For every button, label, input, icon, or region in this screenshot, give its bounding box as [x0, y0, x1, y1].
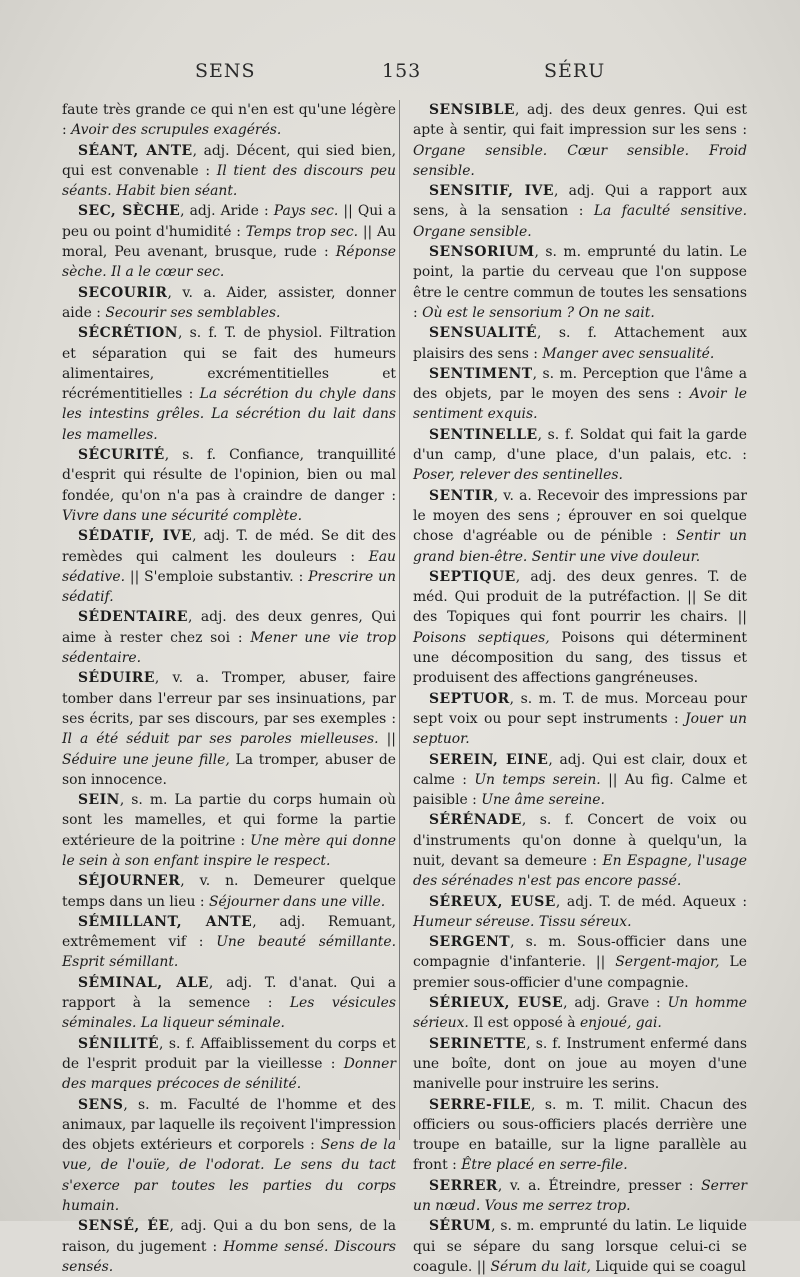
dictionary-entry	[62, 201, 396, 282]
entry-text: Concert de voix ou d'instruments qu'on donne à quelqu'un, la nuit, devant sa demeure :	[413, 812, 748, 869]
entry-example: Une mère qui donne le sein à son enfant inspire le respect.	[62, 832, 396, 869]
entry-headword: SÉRIEUX, EUSE	[429, 995, 564, 1012]
entry-example: Humeur séreuse. Tissu séreux.	[413, 913, 632, 930]
entry-text: emprunté du latin. Le point, la partie du cerveau que l'on suppose être le centre commun de toutes les sensations :	[413, 244, 747, 321]
entry-text: Tromper, abuser, faire tomber dans l'erreur par ses insinuations, par ses écrits, par ses discours, par ses exemples :	[62, 670, 396, 727]
entry-example: Sentir un grand bien-être. Sentir une vive douleur.	[413, 528, 748, 565]
entry-text: T. de méd. Se dit des remèdes qui calment les douleurs :	[62, 528, 396, 565]
entry-headword: SÉDUIRE	[78, 670, 155, 687]
entry-example: enjoué, gai.	[579, 1015, 662, 1032]
entry-headword: SEREIN, EINE	[429, 751, 549, 768]
entry-headword: SENSIBLE	[429, 102, 515, 118]
entry-text: || Qui a peu ou point d'humidité :	[62, 203, 396, 240]
entry-text: Qui a rapport aux sens, à la sensation :	[413, 183, 747, 220]
entry-text: La tromper, abuser de son innocence.	[62, 751, 396, 788]
entry-example: Mener une vie trop sédentaire.	[62, 629, 396, 667]
entry-pos: , adj.	[515, 568, 557, 585]
left-column	[62, 100, 396, 1277]
entry-example: Séduire une jeune fille,	[62, 751, 230, 768]
dictionary-entry	[413, 425, 747, 486]
entry-example: Une beauté sémillante. Esprit sémillant.	[62, 934, 397, 971]
entry-example: Être placé en serre-file.	[461, 1157, 628, 1174]
entry-headword: SÉNILITÉ	[78, 1035, 160, 1052]
entry-headword: SERINETTE	[429, 1035, 527, 1052]
entry-example: Un temps serein.	[474, 771, 601, 788]
entry-headword: SÉMILLANT, ANTE	[78, 913, 253, 930]
entry-text: Qui a du bon sens, de la raison, du jugement :	[62, 1218, 396, 1255]
entry-example: Donner des marques précoces de sénilité.	[62, 1055, 396, 1093]
entry-headword: SÉREUX, EUSE	[429, 893, 556, 910]
entry-headword: SÉDATIF, IVE	[78, 528, 193, 545]
entry-headword: SÉCURITÉ	[78, 447, 165, 464]
entry-text: Qui est clair, doux et calme :	[413, 751, 747, 788]
entry-example: Serrer un nœud. Vous me serrez trop.	[413, 1177, 747, 1215]
entry-headword: SÉANT, ANTE	[78, 142, 193, 159]
entry-example: Sens de la vue, de l'ouïe, de l'odorat. Le sens du tact s'exerce par toutes les parties du corps humain.	[62, 1137, 396, 1215]
entry-pos: , adj.	[192, 528, 230, 545]
entry-pos: , s. f.	[526, 1035, 562, 1052]
entry-example: Il a été séduit par ses paroles mielleuses.	[62, 731, 379, 748]
dictionary-entry	[413, 932, 747, 993]
dictionary-entry	[413, 689, 747, 750]
dictionary-entry	[62, 912, 396, 973]
entry-text: || Au moral, Peu avenant, brusque, rude :	[62, 223, 396, 261]
entry-example: La faculté sensitive. Organe sensible.	[413, 203, 748, 240]
entry-example: En Espagne, l'usage des sérénades n'est pas encore passé.	[413, 852, 747, 890]
entry-pos: , adj.	[192, 142, 230, 159]
entry-text: Soldat qui fait la garde d'un camp, d'une place, d'un palais, etc. :	[413, 426, 747, 464]
entry-example: Sérum du lait,	[490, 1258, 591, 1275]
entry-headword: SÉMINAL, ALE	[78, 974, 209, 991]
dictionary-entry	[62, 1216, 396, 1277]
entry-headword: SENSUALITÉ	[429, 325, 537, 342]
entry-pos: , v. a.	[497, 1177, 541, 1194]
dictionary-entry	[62, 607, 396, 668]
dictionary-entry	[413, 750, 747, 811]
entry-headword: SÉJOURNER	[78, 873, 181, 890]
running-head-left: SENS	[195, 60, 256, 82]
entry-headword: SÉDENTAIRE	[78, 609, 188, 626]
entry-example: Jouer un septuor.	[413, 710, 747, 748]
entry-pos: , s. f.	[537, 325, 597, 342]
dictionary-entry	[62, 668, 396, 790]
entry-headword: SÉRUM	[429, 1218, 492, 1235]
entry-text: Perception que l'âme a des objets, par le moyen des sens :	[413, 365, 747, 403]
entry-headword: SENSITIF, IVE	[429, 183, 555, 200]
entry-headword: SERRE-FILE	[429, 1096, 532, 1113]
entry-text: Aider, assister, donner aide :	[62, 284, 397, 321]
entry-text: || Au fig. Calme et paisible :	[413, 771, 747, 809]
entry-headword: SEPTIQUE	[429, 568, 516, 585]
page-number: 153	[382, 60, 422, 82]
dictionary-entry	[413, 1176, 747, 1217]
entry-text: ||	[378, 731, 396, 748]
dictionary-entry	[413, 567, 747, 689]
entry-headword: SEIN	[78, 792, 120, 809]
entry-example: Les vésicules séminales. La liqueur séminale.	[62, 995, 396, 1032]
entry-pos: , v. a.	[154, 670, 209, 687]
entry-text: T. milit. Chacun des officiers ou sous-officiers placés derrière une troupe en bataille, sur la ligne parallèle au front :	[413, 1096, 747, 1174]
entry-example: Pays sec.	[273, 203, 339, 220]
entry-pos: , s. f.	[159, 1035, 196, 1052]
entry-headword: SÉRÉNADE	[429, 812, 522, 829]
entry-text: Grave :	[600, 995, 668, 1012]
dictionary-entry	[62, 141, 396, 202]
entry-pos: , s. f.	[177, 325, 218, 342]
dictionary-entry	[413, 1095, 747, 1176]
running-head-right: SÉRU	[544, 60, 606, 82]
dictionary-entry	[62, 973, 396, 1034]
entry-text: Aride :	[215, 203, 274, 220]
entry-pos: , s. m.	[491, 1218, 535, 1235]
entry-headword: SENTINELLE	[429, 426, 538, 443]
entry-example: Sergent-major,	[615, 954, 720, 971]
dictionary-entry	[62, 445, 396, 526]
dictionary-entry	[413, 364, 747, 425]
entry-example: Un homme sérieux.	[413, 995, 747, 1032]
entry-pos: , adj.	[208, 974, 252, 991]
entry-pos: , v. n.	[180, 873, 239, 890]
entry-pos: , s. m.	[532, 365, 578, 382]
entry-pos: , s. m.	[509, 690, 557, 707]
entry-text: des deux genres. T. de méd. Qui produit de la putréfaction. || Se dit des Topiques qui font pourrir les chairs. ||	[413, 568, 747, 626]
entry-text: Demeurer quelque temps dans un lieu :	[62, 873, 396, 910]
entry-text: Attachement aux plaisirs des sens :	[413, 325, 747, 362]
entry-headword: SECOURIR	[78, 284, 168, 301]
entry-text: || S'emploie substantiv. :	[125, 568, 309, 585]
entry-headword: SENS	[78, 1096, 124, 1113]
entry-text: T. de physiol. Filtration et séparation qui se fait des humeurs alimentaires, excrémentitielles et récrémentitielles :	[62, 325, 397, 403]
entry-text: Instrument enfermé dans une boîte, dont on joue au moyen d'une manivelle pour instruire les serins.	[413, 1035, 747, 1093]
dictionary-entry	[413, 892, 747, 933]
entry-example: Une âme sereine.	[481, 792, 605, 809]
entry-pos: , adj.	[548, 751, 586, 768]
dictionary-entry	[413, 181, 747, 242]
dictionary-entry	[62, 790, 396, 871]
entry-text: T. d'anat. Qui a rapport à la semence :	[62, 974, 397, 1012]
entry-example: Il tient des discours peu séants. Habit bien séant.	[62, 162, 397, 200]
dictionary-entry	[413, 242, 747, 323]
entry-text: Étreindre, presser :	[540, 1177, 702, 1194]
entry-text: Affaiblissement du corps et de l'esprit produit par la vieillesse :	[62, 1035, 396, 1072]
entry-text: Poisons qui déterminent une décomposition du sang, des tissus et produisent des affections gangréneuses.	[413, 629, 747, 687]
entry-headword: SENSORIUM	[429, 244, 535, 261]
entry-pos: , adj.	[554, 183, 595, 200]
entry-text: Recevoir des impressions par le moyen des sens ; éprouver en soi quelque chose d'agréable ou de pénible :	[413, 487, 747, 545]
entry-pos: , adj.	[169, 1218, 207, 1235]
entry-headword: SERGENT	[429, 934, 511, 951]
entry-text: Faculté de l'homme et des animaux, par laquelle ils reçoivent l'impression des objets extérieurs et corporels :	[62, 1096, 396, 1154]
dictionary-entry	[413, 810, 747, 891]
entry-pos: , s. m.	[123, 1096, 178, 1113]
entry-example: Poisons septiques,	[413, 629, 550, 646]
entry-text: La partie du corps humain où sont les mamelles, et qui forme la partie extérieure de la poitrine :	[62, 792, 396, 849]
dictionary-entry	[413, 323, 747, 364]
entry-text: Sous-officier dans une compagnie d'infanterie. ||	[413, 934, 747, 971]
entry-example: Prescrire un sédatif.	[62, 568, 396, 606]
entry-pos: , adj.	[563, 995, 601, 1012]
entry-example: Poser, relever des sentinelles.	[413, 467, 623, 484]
entry-text: Remuant, extrêmement vif :	[62, 913, 396, 951]
dictionary-entry	[62, 283, 396, 324]
entry-text: Décent, qui sied bien, qui est convenable :	[62, 142, 396, 179]
entry-pos: , v. a.	[493, 487, 532, 504]
entry-example: Temps trop sec.	[245, 223, 359, 240]
entry-example: Homme sensé. Discours sensés.	[62, 1238, 397, 1275]
entry-example: Secourir ses semblables.	[105, 304, 281, 321]
entry-example: Eau sédative.	[62, 548, 396, 585]
dictionary-entry	[62, 871, 396, 912]
entry-example: Avoir des scrupules exagérés.	[71, 122, 282, 139]
dictionary-entry	[62, 323, 396, 445]
entry-example: Organe sensible. Cœur sensible. Froid sensible.	[413, 142, 747, 179]
dictionary-entry	[413, 486, 747, 567]
entry-text: T. de mus. Morceau pour sept voix ou pour sept instruments :	[413, 690, 747, 727]
entry-example: Où est le sensorium ? On ne sait.	[422, 304, 655, 321]
right-column	[413, 100, 747, 1277]
entry-text: faute très grande ce qui n'en est qu'une légère :	[62, 102, 396, 139]
entry-headword: SENSÉ, ÉE	[78, 1218, 170, 1235]
entry-pos: , s. m.	[119, 792, 168, 809]
entry-pos: , adj.	[180, 203, 216, 220]
entry-pos: , s. f.	[164, 447, 217, 464]
entry-text: emprunté du latin. Le liquide qui se sépare du sang lorsque celui-ci se coagule. ||	[413, 1218, 747, 1275]
entry-example: Vivre dans une sécurité complète.	[62, 507, 303, 524]
entry-pos: , adj.	[187, 609, 227, 626]
entry-text: Il est opposé à	[468, 1015, 580, 1032]
entry-headword: SERRER	[429, 1177, 498, 1194]
entry-pos: , s. m.	[531, 1096, 584, 1113]
entry-example: Manger avec sensualité.	[542, 345, 715, 362]
entry-text: Confiance, tranquillité d'esprit qui résulte de l'opinion, bien ou mal fondée, qu'on n'a pas à craindre de danger :	[62, 447, 396, 504]
column-divider	[399, 100, 400, 1140]
dictionary-entry	[62, 100, 396, 141]
entry-text: Le premier sous-officier d'une compagnie.	[413, 954, 747, 991]
entry-pos: , v. a.	[167, 284, 217, 301]
dictionary-entry	[62, 1095, 396, 1217]
entry-headword: SENTIMENT	[429, 365, 533, 382]
entry-headword: SEC, SÈCHE	[78, 203, 181, 220]
entry-text: T. de méd. Aqueux :	[592, 893, 747, 910]
entry-text: Liquide qui se coagul	[590, 1258, 746, 1275]
entry-text: des deux genres. Qui est apte à sentir, qui fait impression sur les sens :	[413, 102, 747, 139]
entry-pos: , s. m.	[534, 244, 582, 261]
dictionary-entry	[413, 1216, 747, 1277]
entry-text: des deux genres, Qui aime à rester chez soi :	[62, 609, 396, 646]
entry-example: Avoir le sentiment exquis.	[413, 386, 748, 423]
entry-pos: , s. f.	[521, 812, 574, 829]
dictionary-entry	[62, 526, 396, 607]
dictionary-entry	[413, 1034, 747, 1095]
entry-pos: , adj.	[514, 102, 553, 118]
entry-pos: , s. f.	[537, 426, 574, 443]
entry-pos: , adj.	[555, 893, 593, 910]
entry-pos: , s. m.	[510, 934, 566, 951]
entry-example: La sécrétion du chyle dans les intestins grêles. La sécrétion du lait dans les mamelles.	[62, 386, 397, 443]
entry-headword: SENTIR	[429, 487, 494, 504]
dictionary-entry	[62, 1034, 396, 1095]
entry-pos: , adj.	[252, 913, 306, 930]
entry-headword: SEPTUOR	[429, 690, 510, 707]
dictionary-entry	[413, 993, 747, 1034]
entry-headword: SÉCRÉTION	[78, 325, 178, 342]
entry-example: Réponse sèche. Il a le cœur sec.	[62, 244, 396, 281]
entry-example: Séjourner dans une ville.	[208, 893, 386, 910]
dictionary-entry	[413, 100, 747, 181]
